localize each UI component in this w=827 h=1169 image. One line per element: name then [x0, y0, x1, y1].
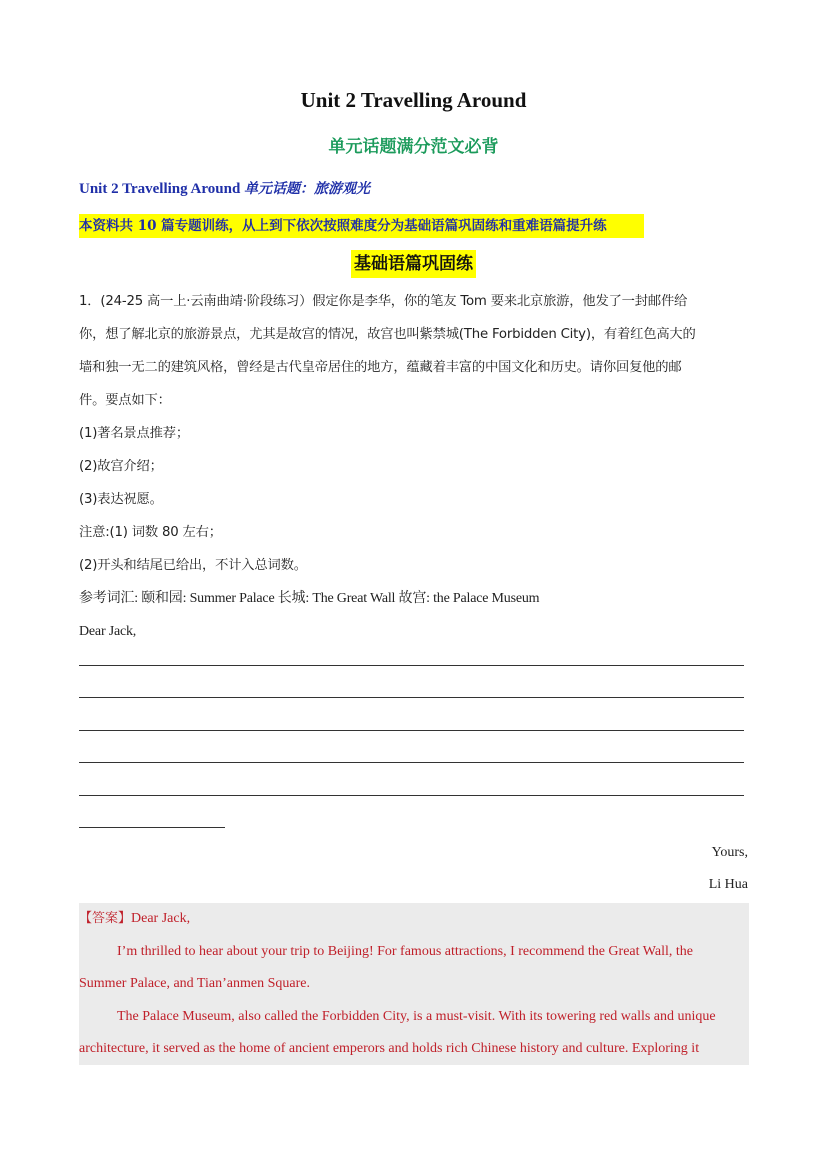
unit-topic-prefix: Unit 2 Travelling Around: [79, 181, 245, 197]
question-line: 件。要点如下：: [79, 393, 171, 408]
writing-line[interactable]: [79, 697, 744, 698]
writing-line[interactable]: [79, 762, 744, 763]
answer-line: I’m thrilled to hear about your trip to Beijing! For famous attractions, I recommend the Great Wall, the: [117, 943, 693, 959]
writing-line[interactable]: [79, 730, 744, 731]
document-subtitle: 单元话题满分范文必背: [328, 137, 499, 157]
writing-line-short[interactable]: [79, 827, 225, 828]
requirement-item: (1)著名景点推荐；: [79, 426, 189, 441]
answer-first-line: [79, 903, 749, 936]
question-line: 你，想了解北京的旅游景点，尤其是故宫的情况，故宫也叫紫禁城(The Forbidden City)，有着红色高大的: [79, 327, 696, 342]
requirement-item: (2)故宫介绍；: [79, 459, 163, 474]
section-heading: [0, 250, 827, 278]
section-heading-text: 基础语篇巩固练: [351, 250, 476, 278]
vocabulary-line: 参考词汇: 颐和园: Summer Palace 长城: The Great Wall 故宫: the Palace Museum: [79, 591, 540, 606]
letter-greeting: Dear Jack,: [79, 624, 137, 639]
writing-line[interactable]: [79, 795, 744, 796]
note-line: 注意:(1) 词数 80 左右；: [79, 525, 222, 540]
answer-block: [79, 903, 749, 1065]
requirement-item: (3)表达祝愿。: [79, 492, 163, 507]
note-line: (2)开头和结尾已给出，不计入总词数。: [79, 558, 307, 573]
answer-greeting: Dear Jack,: [131, 911, 191, 926]
closing-yours: Yours,: [711, 845, 748, 860]
unit-topic-label: 单元话题：旅游观光: [244, 181, 371, 197]
question-line: 墙和独一无二的建筑风格，曾经是古代皇帝居住的地方，蕴藏着丰富的中国文化和历史。请你回复他的邮: [79, 360, 682, 375]
material-banner: 本资料共 10 篇专题训练，从上到下依次按照难度分为基础语篇巩固练和重难语篇提升练: [79, 214, 644, 238]
writing-line[interactable]: [79, 665, 744, 666]
question-block: [79, 285, 747, 648]
answer-line: architecture, it served as the home of ancient emperors and holds rich Chinese history and culture. Exploring it: [79, 1041, 700, 1056]
answer-line: Summer Palace, and Tian’anmen Square.: [79, 976, 310, 991]
question-line: 1．(24-25 高一上·云南曲靖·阶段练习）假定你是李华，你的笔友 Tom 要来北京旅游，他发了一封邮件给: [79, 294, 688, 309]
unit-topic: [79, 178, 370, 198]
document-title: Unit 2 Travelling Around: [300, 88, 527, 112]
answer-line: The Palace Museum, also called the Forbidden City, is a must-visit. With its towering red walls and unique: [117, 1008, 716, 1024]
answer-tag: 【答案】: [79, 911, 132, 926]
closing-name: Li Hua: [708, 877, 748, 892]
